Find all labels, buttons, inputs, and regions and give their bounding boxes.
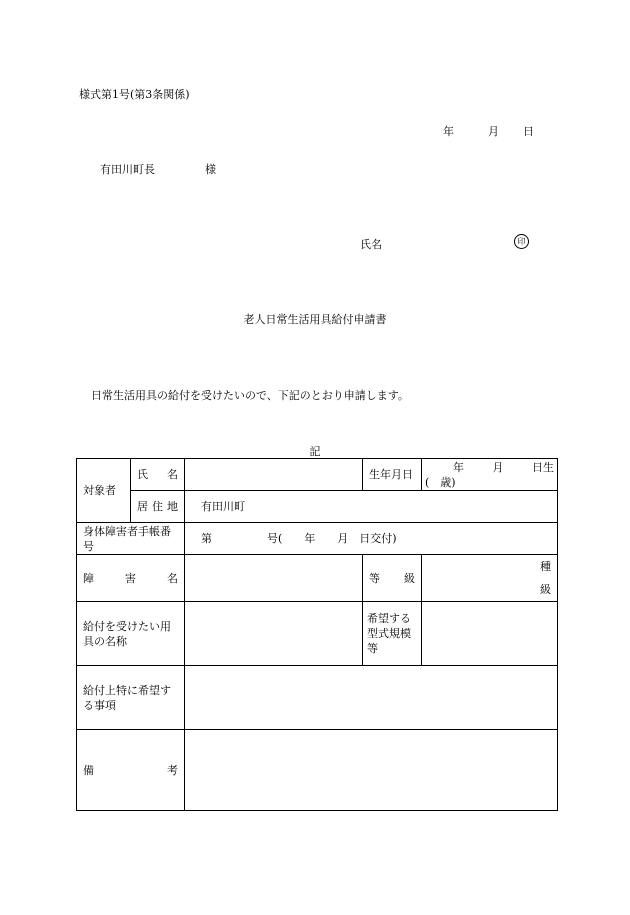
addressee-name: 有田川町長 <box>100 163 155 176</box>
item-label: 給付を受けたい用具の名称 <box>77 602 185 666</box>
date-day: 日 <box>523 125 534 138</box>
ki-heading: 記 <box>309 445 321 458</box>
request-value-cell[interactable] <box>185 666 558 730</box>
remarks-label: 備 考 <box>77 730 185 811</box>
seal-icon: 印 <box>514 234 529 249</box>
item-value-cell[interactable] <box>185 602 363 666</box>
model-value-cell[interactable] <box>422 602 558 666</box>
date-year: 年 <box>443 125 454 138</box>
remarks-value-cell[interactable] <box>185 730 558 811</box>
grade-label: 等 級 <box>363 555 422 602</box>
cert-label: 身体障害者手帳番号 <box>77 523 185 555</box>
birth-day: 日生 <box>532 460 554 474</box>
birth-year: 年 <box>453 460 464 474</box>
disability-label: 障 害 名 <box>77 555 185 602</box>
birth-month: 月 <box>492 460 504 474</box>
disability-value-cell[interactable] <box>185 555 363 602</box>
cert-value[interactable]: 第 号( 年 月 日交付) <box>185 523 558 555</box>
document-title: 老人日常生活用具給付申請書 <box>243 313 387 326</box>
applicant-name-label: 氏名 <box>360 238 382 251</box>
grade-value-cell[interactable] <box>422 555 558 602</box>
name-label: 氏 名 <box>131 459 185 491</box>
addressee-honorific: 様 <box>205 163 216 176</box>
address-label: 居 住 地 <box>131 491 185 523</box>
birth-value-cell[interactable] <box>422 459 558 491</box>
date-month: 月 <box>488 125 499 138</box>
birth-label: 生年月日 <box>363 459 422 491</box>
address-value[interactable]: 有田川町 <box>185 491 558 523</box>
grade-type: 種 <box>540 560 551 573</box>
age: ( 歳) <box>425 475 456 489</box>
name-value-cell[interactable] <box>185 459 363 491</box>
addressee <box>100 161 216 177</box>
subject-label: 対象者 <box>77 459 131 523</box>
form-reference: 様式第1号(第3条関係) <box>79 88 190 101</box>
grade-level: 級 <box>540 583 551 596</box>
request-label: 給付上特に希望する事項 <box>77 666 185 730</box>
date-line <box>443 123 534 139</box>
model-label: 希望する型式規模等 <box>363 602 422 666</box>
application-table <box>76 458 558 811</box>
intro-text: 日常生活用具の給付を受けたいので、下記のとおり申請します。 <box>91 389 409 402</box>
